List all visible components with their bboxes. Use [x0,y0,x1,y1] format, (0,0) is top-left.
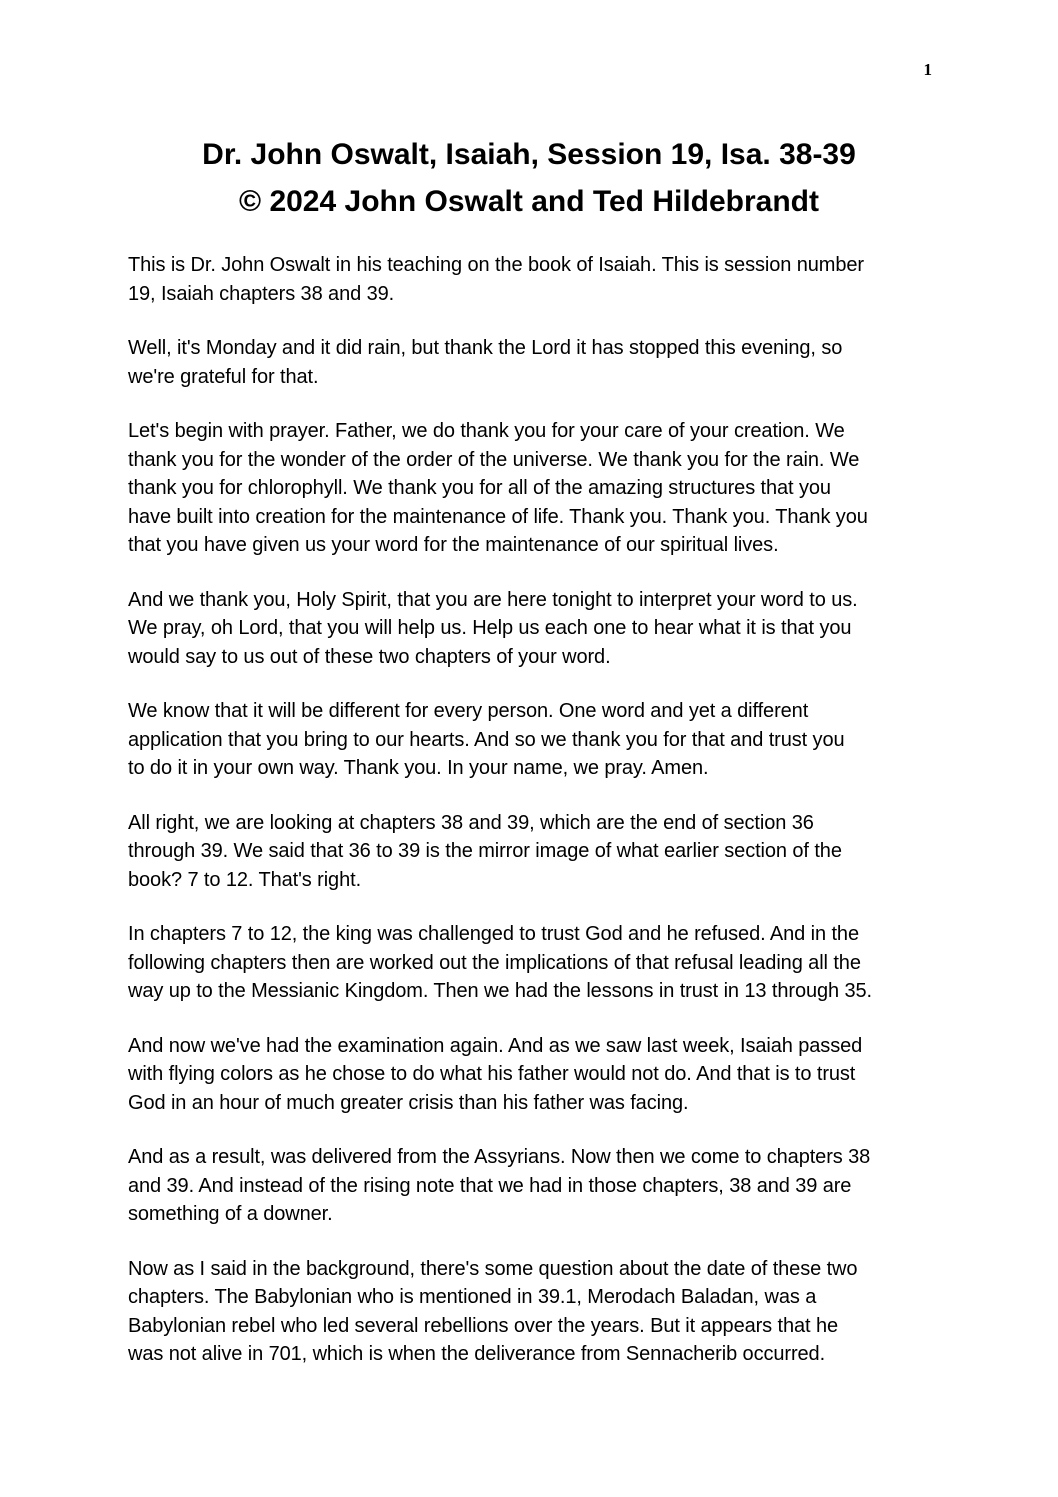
paragraph-line: something of a downer. [128,1203,333,1225]
paragraph-line: way up to the Messianic Kingdom. Then we had the lessons in trust in 13 through 35. [128,980,872,1002]
paragraph-line: God in an hour of much greater crisis than his father was facing. [128,1091,689,1114]
paragraph-line: following chapters then are worked out the implications of that refusal leading all the [128,951,861,974]
paragraph-line: Let's begin with prayer. Father, we do thank you for your care of your creation. We [128,420,845,442]
paragraph [128,334,932,391]
paragraph-line: This is Dr. John Oswalt in his teaching on the book of Isaiah. This is session number [128,254,864,276]
paragraph-line: We pray, oh Lord, that you will help us. Help us each one to hear what it is that you [128,617,852,639]
title-line-2: © 2024 John Oswalt and Ted Hildebrandt [239,185,819,218]
paragraph-line: application that you bring to our hearts. And so we thank you for that and trust you [128,728,845,751]
paragraph-line: and 39. And instead of the rising note that we had in those chapters, 38 and 39 are [128,1174,852,1197]
paragraph [128,697,932,783]
paragraph-line: 19, Isaiah chapters 38 and 39. [128,282,395,305]
paragraph-line: thank you for chlorophyll. We thank you for all of the amazing structures that you [128,477,831,499]
paragraph [128,417,932,560]
paragraph-line: thank you for the wonder of the order of the universe. We thank you for the rain. We [128,448,860,471]
paragraph-line: And now we've had the examination again. And as we saw last week, Isaiah passed [128,1034,863,1057]
paragraph-line: through 39. We said that 36 to 39 is the mirror image of what earlier section of the [128,840,842,862]
paragraph [128,1255,932,1369]
paragraph [128,251,932,308]
paragraph-line: would say to us out of these two chapters of your word. [128,645,611,668]
paragraph-line: All right, we are looking at chapters 38 and 39, which are the end of section 36 [128,811,814,834]
paragraph-line: chapters. The Babylonian who is mentioned in 39.1, Merodach Baladan, was a [128,1286,817,1308]
paragraph-line: that you have given us your word for the maintenance of our spiritual lives. [128,534,779,556]
paragraph-line: In chapters 7 to 12, the king was challenged to trust God and he refused. And in the [128,923,859,945]
paragraph [128,809,932,895]
paragraph-line: We know that it will be different for every person. One word and yet a different [128,700,809,722]
paragraph [128,586,932,672]
paragraph-line: Babylonian rebel who led several rebellions over the years. But it appears that he [128,1314,839,1337]
paragraph-line: have built into creation for the maintenance of life. Thank you. Thank you. Thank you [128,505,868,528]
paragraph [128,1143,932,1229]
paragraph [128,920,932,1006]
paragraph-line: was not alive in 701, which is when the deliverance from Sennacherib occurred. [128,1343,826,1365]
paragraph-line: to do it in your own way. Thank you. In your name, we pray. Amen. [128,757,709,779]
paragraph-line: we're grateful for that. [128,365,319,388]
paragraph-line: And as a result, was delivered from the Assyrians. Now then we come to chapters 38 [128,1146,871,1168]
document-body [128,251,932,1369]
paragraph [128,1032,932,1118]
paragraph-line: And we thank you, Holy Spirit, that you are here tonight to interpret your word to us. [128,588,858,611]
page-number: 1 [923,60,932,79]
paragraph-line: Now as I said in the background, there's some question about the date of these two [128,1257,858,1280]
paragraph-line: with flying colors as he chose to do what his father would not do. And that is to trust [128,1063,856,1085]
paragraph-line: book? 7 to 12. That's right. [128,868,362,891]
title-line-1: Dr. John Oswalt, Isaiah, Session 19, Isa. 38-39 [202,138,856,171]
document-title [0,0,1058,225]
paragraph-line: Well, it's Monday and it did rain, but thank the Lord it has stopped this evening, so [128,337,843,359]
